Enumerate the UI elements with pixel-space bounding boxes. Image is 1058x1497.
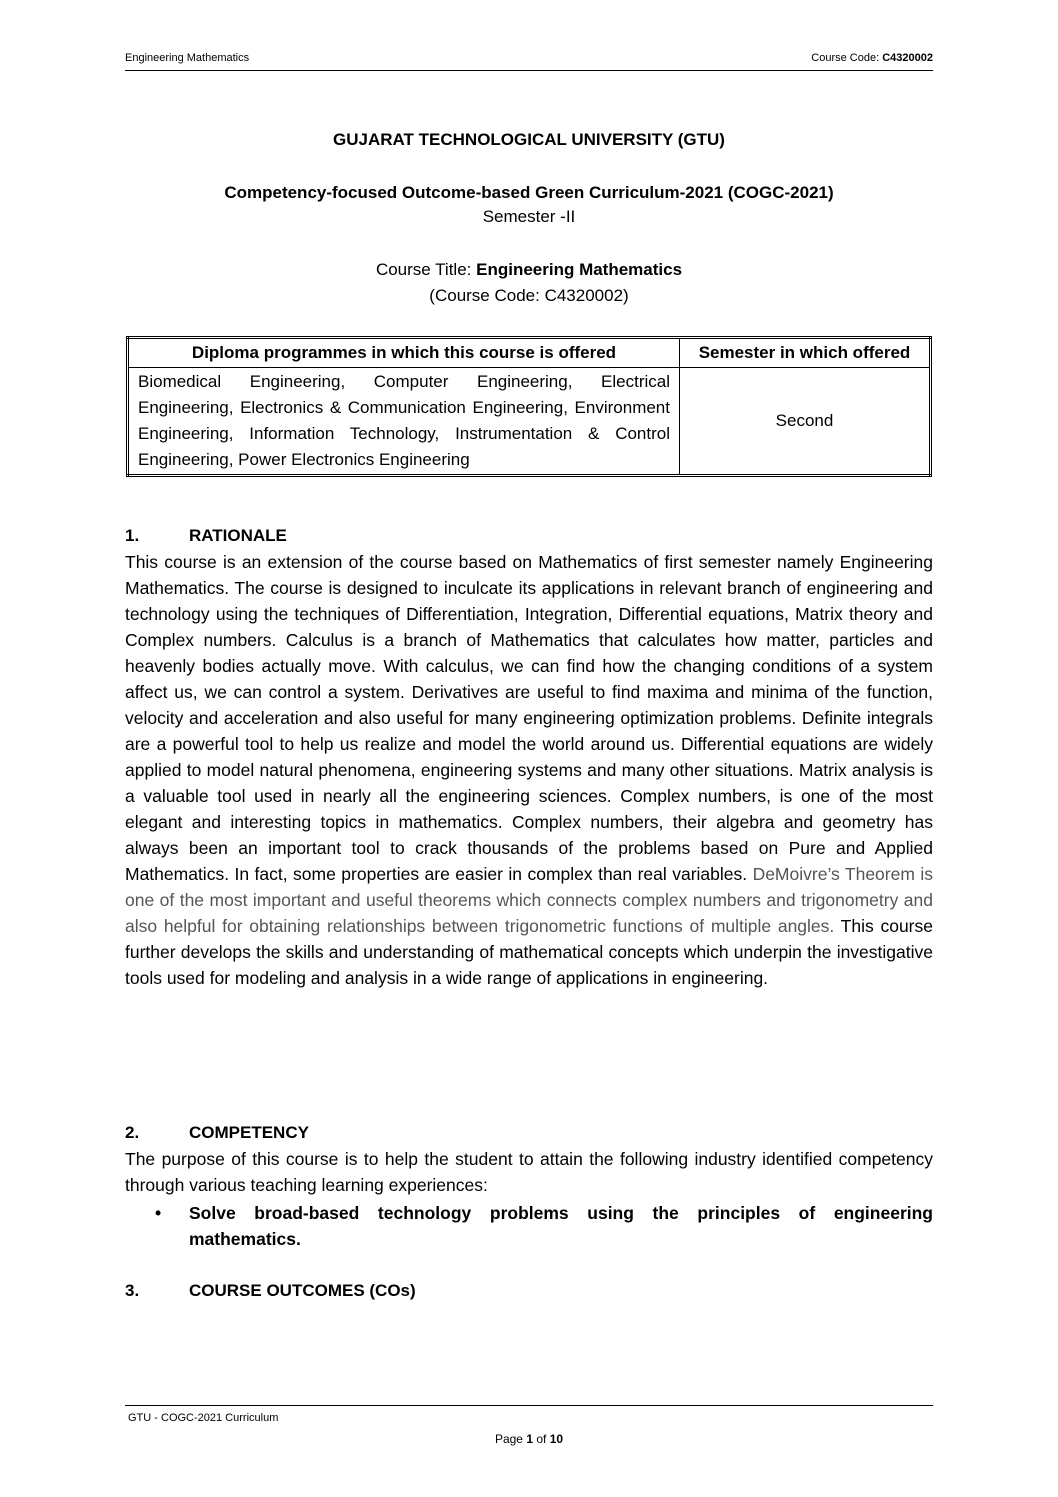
course-code-line: (Course Code: C4320002) [429,286,629,305]
section-heading-course-outcomes [125,1281,416,1301]
table-header-semester: Semester in which offered [680,338,931,368]
header-course-code-value: C4320002 [882,52,933,64]
page-label: Page [494,1432,527,1446]
bullet-icon: • [155,1203,162,1223]
university-title: GUJARAT TECHNOLOGICAL UNIVERSITY (GTU) [333,130,725,149]
semester-label: Semester -II [482,207,576,226]
section-title: COURSE OUTCOMES (COs) [189,1281,416,1300]
programmes-cell: Biomedical Engineering, Computer Engineering, Electrical Engineering, Electronics & Communication Engineering, Environment Engineering, Information Technology, Instrumentation & Control Engineering, Power Electronics Engineering [128,368,680,476]
page-of: of [533,1432,550,1446]
programmes-table [126,336,932,477]
rationale-text-end: This course further develops the skills and understanding of mathematical concepts which underpin the investigative tools used for modeling and analysis in a wide range of applications in engineering. [125,916,933,988]
header-course-code [811,52,933,64]
rationale-demoivre-text: DeMoivre’s Theorem is one of the most important and useful theorems which connects complex numbers and trigonometry and also helpful for obtaining relationships between trigonometric functions of multiple angles. [125,864,934,936]
course-title [125,260,933,280]
section-title: RATIONALE [189,526,287,545]
section-heading-rationale [125,526,287,546]
semester-cell: Second [680,368,931,476]
table-header-programmes: Diploma programmes in which this course is offered [128,338,680,368]
header-course-name: Engineering Mathematics [125,52,250,64]
section-number: 2. [125,1123,140,1142]
table-header-row [128,338,931,368]
section-number: 3. [125,1281,140,1300]
curriculum-title: Competency-focused Outcome-based Green Curriculum-2021 (COGC-2021) [224,183,834,202]
section-number: 1. [125,526,140,545]
competency-paragraph: The purpose of this course is to help the student to attain the following industry identified competency through various teaching learning experiences: [125,1149,933,1195]
footer-curriculum: GTU - COGC-2021 Curriculum [128,1412,279,1424]
rationale-paragraph [125,549,933,991]
section-heading-competency [125,1123,309,1143]
page-number [125,1432,933,1446]
page-total: 10 [549,1432,564,1446]
header-course-code-label: Course Code: [811,52,883,64]
page-header [125,52,933,71]
page-current: 1 [526,1432,533,1446]
rationale-text: This course is an extension of the course based on Mathematics of first semester namely Engineering Mathematics. The course is designed to inculcate its applications in relevant branch of engineering and technology using the techniques of Differentiation, Integration, Differential equations, Matrix theory and Complex numbers. Calculus is a branch of Mathematics that calculates how matter, particles and heavenly bodies actually move. With calculus, we can find how the changing conditions of a system affect us, we can control a system. Derivatives are useful to find maxima and minima of the function, velocity and acceleration and also useful for many engineering optimization problems. Definite integrals are a powerful tool to help us realize and model the world around us. Differential equations are widely applied to model natural phenomena, engineering systems and many other situations. Matrix analysis is a valuable tool used in nearly all the engineering sciences. Complex numbers, is one of the most elegant and interesting topics in mathematics. Complex numbers, their algebra and geometry has always been an important tool to crack thousands of the problems based on Pure and Applied Mathematics. In fact, some properties are easier in complex than real variables. [125,552,933,884]
course-title-label: Course Title: [375,260,477,279]
page-footer [125,1405,933,1446]
course-title-value: Engineering Mathematics [476,260,683,279]
competency-bullet [155,1200,933,1252]
table-row [128,368,931,476]
competency-bullet-text: Solve broad-based technology problems using the principles of engineering mathematics. [189,1203,933,1249]
section-title: COMPETENCY [189,1123,309,1142]
